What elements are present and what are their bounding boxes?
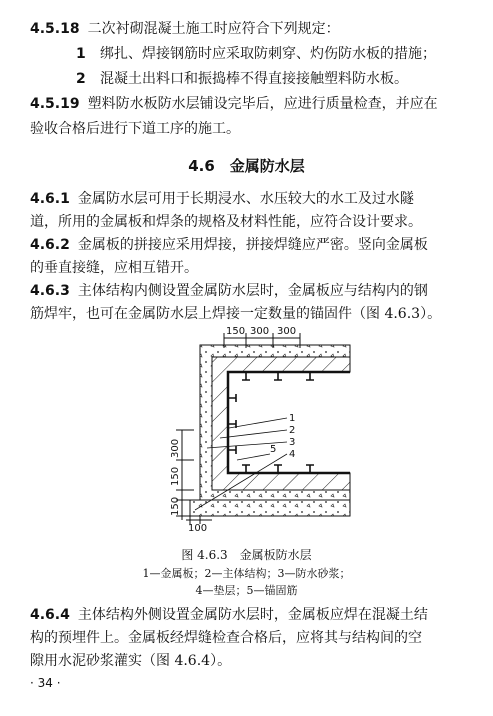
clause-text: 主体结构内侧设置金属防水层时，金属板应与结构内的钢: [77, 283, 428, 299]
clause-4-5-19-cont: 验收合格后进行下道工序的施工。: [30, 121, 240, 137]
clause-4-6-2-cont: 的垂直接缝，应相互错开。: [30, 260, 198, 276]
callout-4: 4: [289, 449, 296, 460]
clause-4-6-4-cont-1: 构的预埋件上。金属板经焊缝检查合格后，应将其与结构间的空: [30, 630, 422, 646]
clause-number: 4.6.1: [30, 191, 70, 207]
callout-5: 5: [270, 444, 277, 455]
page-number: · 34 ·: [30, 676, 61, 690]
clause-number: 4.6.2: [30, 237, 70, 253]
callout-3: 3: [289, 437, 296, 448]
dim-top-300-a: 300: [250, 326, 270, 337]
item-number: 1: [76, 46, 86, 62]
bottom-dimension: [186, 516, 212, 534]
clause-number: 4.6.4: [30, 607, 70, 623]
clause-number: 4.5.18: [30, 21, 80, 37]
clause-4-6-4: [30, 606, 428, 624]
dim-top-300-b: 300: [277, 326, 297, 337]
clause-4-6-3-cont: 筋焊牢，也可在金属防水层上焊接一定数量的锚固件（图 4.6.3）。: [30, 306, 442, 322]
figure-legend-line-1: 1—金属板；2—主体结构；3—防水砂浆；: [142, 567, 351, 580]
callout-2: 2: [289, 425, 296, 436]
clause-text: 塑料防水板防水层铺设完毕后，应进行质量检查，并应在: [87, 96, 438, 112]
clause-text: 金属防水层可用于长期浸水、水压较大的水工及过水隧: [77, 191, 414, 207]
dim-left-150-a: 150: [170, 466, 181, 486]
dim-left-150-b: 150: [170, 496, 181, 516]
clause-text: 主体结构外侧设置金属防水层时，金属板应焊在混凝土结: [77, 607, 428, 623]
item-text: 绑扎、焊接钢筋时应采取防刺穿、灼伤防水板的措施；: [100, 46, 436, 62]
clause-number: 4.5.19: [30, 96, 80, 112]
dim-bottom-100: 100: [188, 523, 208, 534]
clause-4-6-1-cont: 道，所用的金属板和焊条的规格及材料性能，应符合设计要求。: [30, 214, 422, 230]
figure-legend-line-2: 4—垫层；5—锚固筋: [195, 584, 298, 597]
clause-text: 二次衬砌混凝土施工时应符合下列规定：: [87, 21, 340, 37]
callout-1: 1: [289, 413, 296, 424]
dim-left-300: 300: [170, 438, 181, 458]
item-number: 2: [76, 71, 86, 87]
clause-number: 4.6.3: [30, 283, 70, 299]
structure: [190, 345, 350, 516]
item-text: 混凝土出料口和振捣棒不得直接接触塑料防水板。: [100, 71, 408, 87]
clause-4-6-4-cont-2: 隙用水泥砂浆灌实（图 4.6.4）。: [30, 653, 232, 669]
section-heading: 4.6 金属防水层: [188, 157, 305, 175]
dim-top-150: 150: [226, 326, 246, 337]
clause-text: 金属板的拼接应采用焊接，拼接焊缝应严密。竖向金属板: [77, 237, 428, 253]
figure-caption: 图 4.6.3 金属板防水层: [181, 548, 312, 562]
